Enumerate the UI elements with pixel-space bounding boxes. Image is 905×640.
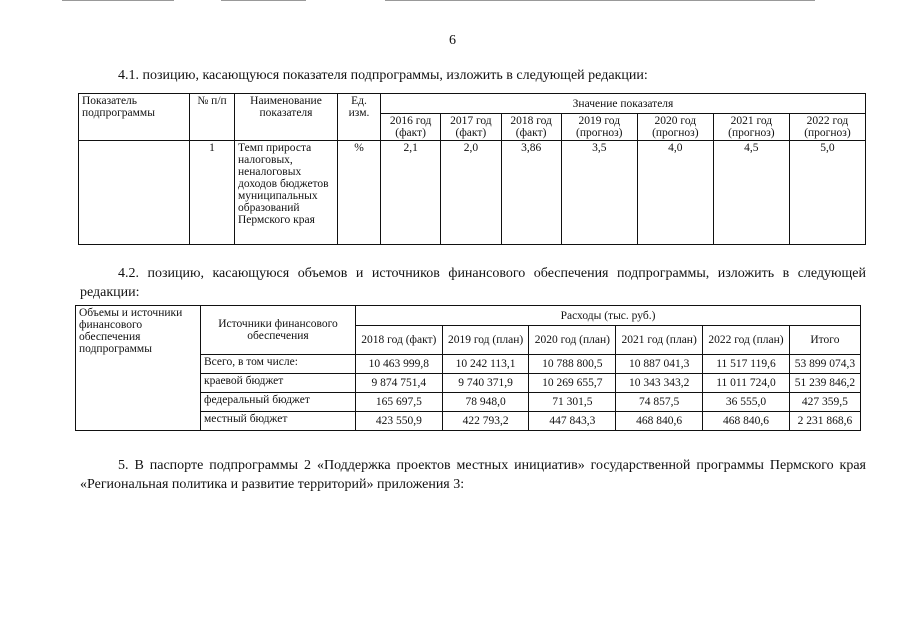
amount-cell: 9 874 751,4 xyxy=(356,374,443,393)
value-cell: 2,1 xyxy=(381,141,441,245)
value-cell: 4,5 xyxy=(713,141,789,245)
top-rule-left xyxy=(62,0,174,1)
amount-cell: 10 887 041,3 xyxy=(616,355,703,374)
empty-cell xyxy=(79,141,190,245)
year-header: 2021 год (план) xyxy=(616,326,703,355)
amount-cell: 10 242 113,1 xyxy=(442,355,529,374)
header-volumes: Объемы и источники финансового обеспечения подпрограммы xyxy=(76,306,201,431)
amount-cell: 10 788 800,5 xyxy=(529,355,616,374)
amount-cell: 447 843,3 xyxy=(529,412,616,431)
header-expenses: Расходы (тыс. руб.) xyxy=(356,306,861,326)
year-header: 2018 год (факт) xyxy=(501,114,561,141)
paragraph-4-2: 4.2. позицию, касающуюся объемов и источников финансового обеспечения подпрограммы, изложить в следующей редакции: xyxy=(80,266,866,300)
indicator-table xyxy=(78,93,866,245)
header-sources: Источники финансового обеспечения xyxy=(201,306,356,355)
value-cell: 3,86 xyxy=(501,141,561,245)
source-label: федеральный бюджет xyxy=(201,393,356,412)
header-value: Значение показателя xyxy=(381,94,866,114)
amount-cell: 9 740 371,9 xyxy=(442,374,529,393)
year-header: 2019 год (прогноз) xyxy=(561,114,637,141)
year-header: 2018 год (факт) xyxy=(356,326,443,355)
page-number: 6 xyxy=(449,33,456,48)
total-cell: 427 359,5 xyxy=(789,393,860,412)
amount-cell: 11 517 119,6 xyxy=(703,355,790,374)
total-cell: 2 231 868,6 xyxy=(789,412,860,431)
paragraph-5: 5. В паспорте подпрограммы 2 «Поддержка проектов местных инициатив» государственной программы Пермского края «Региональная политика и развитие территорий» приложения 3: xyxy=(80,458,866,492)
amount-cell: 10 343 343,2 xyxy=(616,374,703,393)
header-number: № п/п xyxy=(190,94,235,141)
value-cell: 4,0 xyxy=(637,141,713,245)
total-cell: 53 899 074,3 xyxy=(789,355,860,374)
indicator-name: Темп прироста налоговых, неналоговых доходов бюджетов муниципальных образований Пермского края xyxy=(235,141,338,245)
year-header: 2019 год (план) xyxy=(442,326,529,355)
financing-table xyxy=(75,305,861,431)
header-total: Итого xyxy=(789,326,860,355)
amount-cell: 468 840,6 xyxy=(703,412,790,431)
year-header: 2017 год (факт) xyxy=(441,114,501,141)
amount-cell: 78 948,0 xyxy=(442,393,529,412)
top-rule-right xyxy=(385,0,815,1)
amount-cell: 422 793,2 xyxy=(442,412,529,431)
year-header: 2020 год (прогноз) xyxy=(637,114,713,141)
amount-cell: 36 555,0 xyxy=(703,393,790,412)
source-label: местный бюджет xyxy=(201,412,356,431)
amount-cell: 468 840,6 xyxy=(616,412,703,431)
table-row xyxy=(79,141,866,245)
header-name: Наименование показателя xyxy=(235,94,338,141)
amount-cell: 71 301,5 xyxy=(529,393,616,412)
paragraph-4-1: 4.1. позицию, касающуюся показателя подпрограммы, изложить в следующей редакции: xyxy=(118,68,648,83)
amount-cell: 10 463 999,8 xyxy=(356,355,443,374)
source-label: краевой бюджет xyxy=(201,374,356,393)
amount-cell: 423 550,9 xyxy=(356,412,443,431)
value-cell: 5,0 xyxy=(789,141,865,245)
header-indicator: Показатель подпрограммы xyxy=(79,94,190,141)
amount-cell: 11 011 724,0 xyxy=(703,374,790,393)
value-cell: 3,5 xyxy=(561,141,637,245)
total-cell: 51 239 846,2 xyxy=(789,374,860,393)
header-unit: Ед. изм. xyxy=(338,94,381,141)
value-cell: 2,0 xyxy=(441,141,501,245)
unit-value: % xyxy=(338,141,381,245)
year-header: 2016 год (факт) xyxy=(381,114,441,141)
row-number: 1 xyxy=(190,141,235,245)
amount-cell: 10 269 655,7 xyxy=(529,374,616,393)
source-label: Всего, в том числе: xyxy=(201,355,356,374)
amount-cell: 74 857,5 xyxy=(616,393,703,412)
year-header: 2021 год (прогноз) xyxy=(713,114,789,141)
top-rule-mid xyxy=(221,0,306,1)
year-header: 2022 год (прогноз) xyxy=(789,114,865,141)
year-header: 2022 год (план) xyxy=(703,326,790,355)
amount-cell: 165 697,5 xyxy=(356,393,443,412)
year-header: 2020 год (план) xyxy=(529,326,616,355)
